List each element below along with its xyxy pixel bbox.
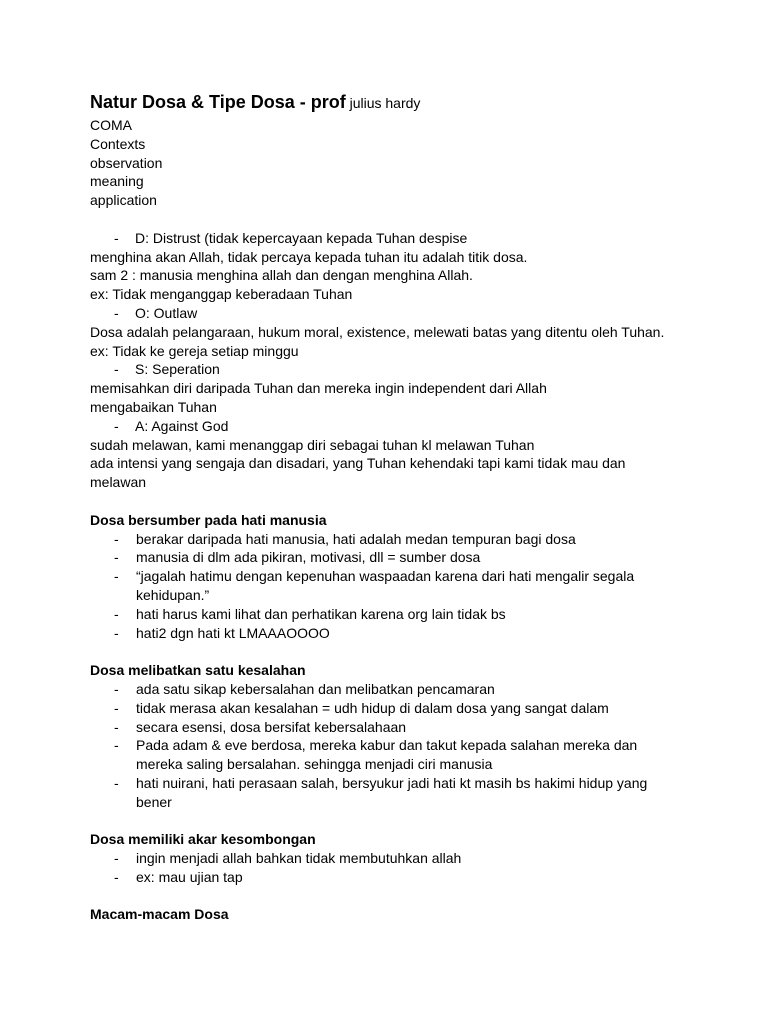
list-item [90, 736, 690, 774]
coma-note-line: menghina akan Allah, tidak percaya kepada tuhan itu adalah titik dosa. [90, 248, 528, 265]
coma-item [90, 360, 690, 379]
dash-marker: - [114, 774, 119, 791]
section-gap [90, 492, 690, 511]
dash-marker: - [114, 737, 119, 754]
coma-item-label: A: Against God [135, 417, 229, 434]
coma-item-label: D: Distrust (tidak kepercayaan kepada Tuhan despise [135, 229, 468, 246]
dash-marker: - [114, 568, 119, 585]
list-item-text: Pada adam & eve berdosa, mereka kabur dan takut kepada salahan mereka dan mereka saling bersalahan. sehingga menjadi ciri manusia [136, 737, 638, 773]
section-gap [90, 887, 690, 906]
coma-note-line: melawan [90, 474, 147, 491]
list-item-text: hati harus kami lihat dan perhatikan karena org lain tidak bs [136, 605, 506, 622]
coma-item [90, 304, 690, 323]
document-title: Natur Dosa & Tipe Dosa - prof [90, 92, 346, 112]
list-item [90, 849, 690, 868]
list-item [90, 868, 690, 887]
list-item-text: hati nuirani, hati perasaan salah, bersyukur jadi hati kt masih bs hakimi hidup yang bener [136, 774, 648, 810]
coma-item [90, 229, 690, 248]
section-gap [90, 811, 690, 830]
list-item-text: hati2 dgn hati kt LMAAAOOOO [136, 624, 330, 641]
list-item [90, 624, 690, 643]
list-item-text: tidak merasa akan kesalahan = udh hidup di dalam dosa yang sangat dalam [136, 699, 609, 716]
author-name: julius hardy [349, 95, 421, 111]
coma-item-label: O: Outlaw [135, 304, 198, 321]
coma-note-line: mengabaikan Tuhan [90, 398, 217, 415]
section-heading: Dosa bersumber pada hati manusia [90, 511, 327, 528]
section-heading: Macam-macam Dosa [90, 906, 229, 923]
dash-marker: - [114, 718, 119, 735]
section-gap [90, 642, 690, 661]
coma-note-line: sudah melawan, kami menanggap diri sebagai tuhan kl melawan Tuhan [90, 436, 535, 453]
list-item [90, 530, 690, 549]
section-heading: Dosa memiliki akar kesombongan [90, 831, 316, 848]
document-body [90, 116, 690, 924]
list-item [90, 718, 690, 737]
coma-note-line: ex: Tidak menganggap keberadaan Tuhan [90, 286, 353, 303]
list-item-text: “jagalah hatimu dengan kepenuhan waspaadan karena dari hati mengalir segala kehidupan.” [136, 568, 635, 603]
list-item-text: ada satu sikap kebersalahan dan melibatkan pencamaran [136, 680, 495, 697]
coma-note-line: memisahkan diri daripada Tuhan dan mereka ingin independent dari Allah [90, 380, 547, 397]
coma-note-line: ada intensi yang sengaja dan disadari, yang Tuhan kehendaki tapi kami tidak mau dan [90, 455, 626, 472]
dash-marker: - [114, 549, 119, 566]
list-item-text: secara esensi, dosa bersifat kebersalahaan [136, 718, 407, 735]
intro-line: meaning [90, 173, 144, 190]
list-item-text: ex: mau ujian tap [136, 868, 243, 885]
dash-marker: - [114, 624, 119, 641]
list-item [90, 567, 690, 605]
coma-note-line: Dosa adalah pelangaraan, hukum moral, existence, melewati batas yang ditentu oleh Tuhan. [90, 323, 665, 340]
dash-marker: - [114, 868, 119, 885]
coma-note-line: ex: Tidak ke gereja setiap minggu [90, 342, 299, 359]
intro-line: application [90, 192, 157, 209]
section-heading: Dosa melibatkan satu kesalahan [90, 662, 306, 679]
coma-item-label: S: Seperation [135, 361, 220, 378]
list-item [90, 699, 690, 718]
list-item [90, 774, 690, 812]
list-item-text: ingin menjadi allah bahkan tidak membutuhkan allah [136, 850, 462, 867]
dash-marker: - [114, 229, 119, 246]
dash-marker: - [114, 530, 119, 547]
list-item [90, 680, 690, 699]
list-item [90, 605, 690, 624]
dash-marker: - [114, 699, 119, 716]
dash-marker: - [114, 850, 119, 867]
coma-note-line: sam 2 : manusia menghina allah dan dengan menghina Allah. [90, 267, 473, 284]
dash-marker: - [114, 417, 119, 434]
dash-marker: - [114, 361, 119, 378]
document-title-line [90, 92, 420, 113]
list-item-text: manusia di dlm ada pikiran, motivasi, dll = sumber dosa [136, 549, 481, 566]
list-item [90, 548, 690, 567]
coma-item [90, 417, 690, 436]
dash-marker: - [114, 304, 119, 321]
intro-line: Contexts [90, 135, 146, 152]
dash-marker: - [114, 680, 119, 697]
list-item-text: berakar daripada hati manusia, hati adalah medan tempuran bagi dosa [136, 530, 576, 547]
blank-line [90, 210, 690, 229]
intro-line: COMA [90, 117, 132, 133]
dash-marker: - [114, 605, 119, 622]
intro-line: observation [90, 154, 163, 171]
